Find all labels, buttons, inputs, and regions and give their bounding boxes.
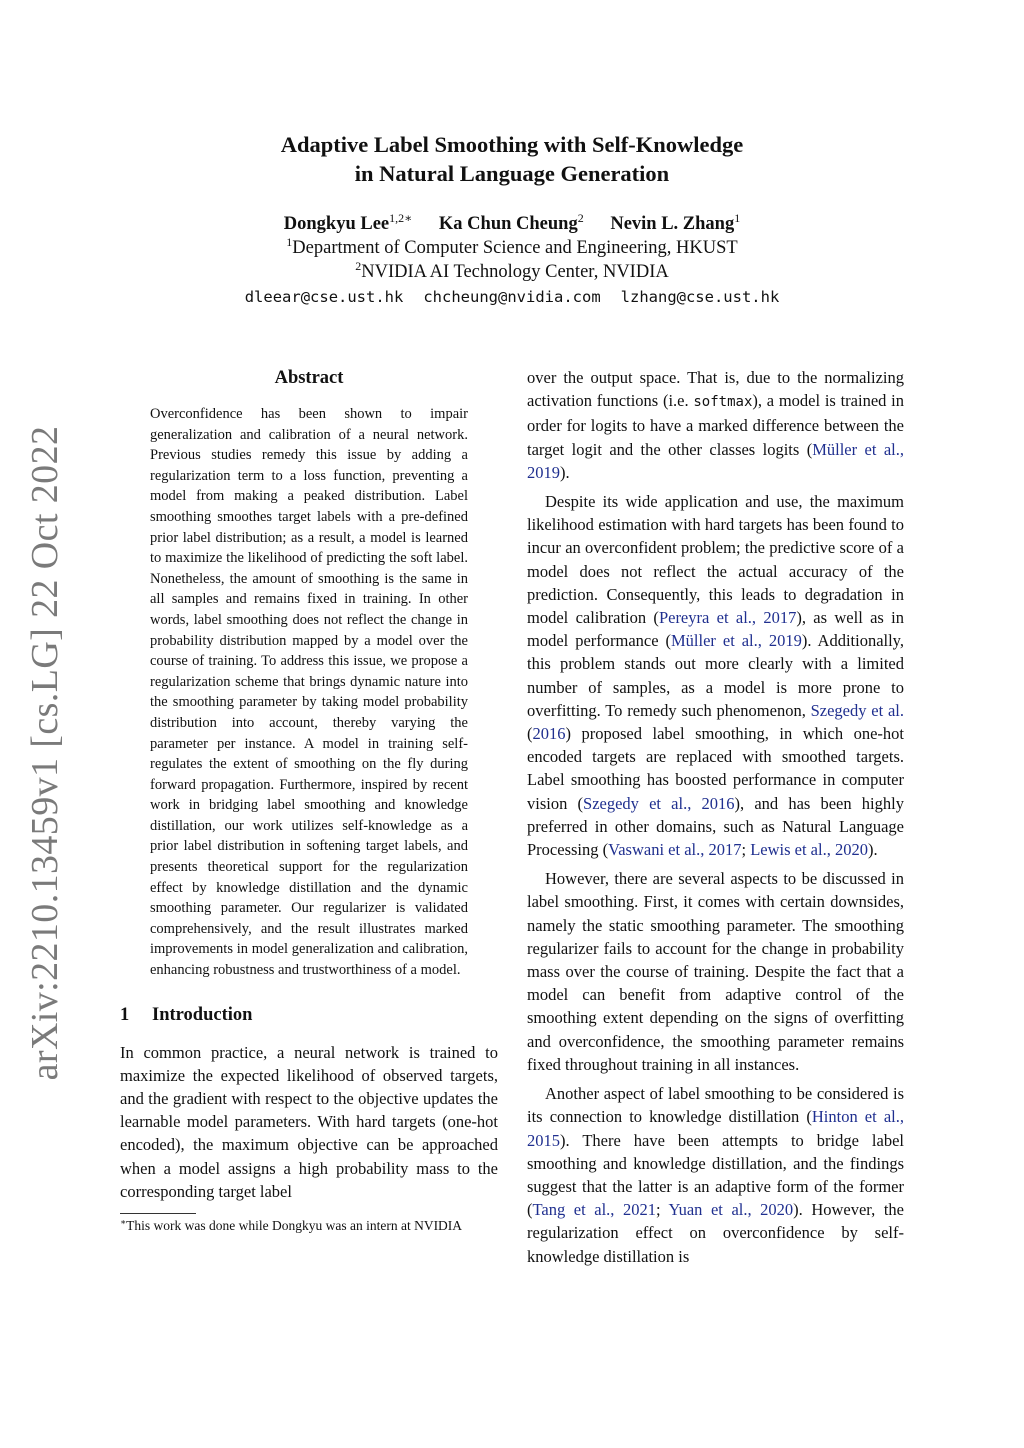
left-column [120,366,498,1235]
title-line-2: in Natural Language Generation [354,161,670,186]
citation-link[interactable]: Hinton et al., 2015 [527,1107,904,1150]
citation-link[interactable]: Pereyra et al., 2017 [658,608,797,628]
citation-link[interactable]: Szegedy et al., 2016 [583,793,735,813]
citation-link[interactable]: Szegedy et al. [810,700,904,720]
section-heading-introduction: 1 Introduction [120,1004,253,1025]
intro-paragraph: In common practice, a neural network is trained to maximize the expected likelihood of observed targets, and the gradient with respect to the objective updates the learnable model parameters. With hard targets (one-hot encoded), the maximum objective can be approached when a model assigns a high probability mass to the corresponding target label [120,1042,498,1201]
citation-link[interactable]: Müller et al., 2019 [527,439,904,482]
abstract-text: Overconfidence has been shown to impair generalization and calibration of a neural network. Previous studies remedy this issue by adding a regularization term to a loss function, preventing a model from making a peaked distribution. Label smoothing smoothes target labels with a pre-defined prior label distribution; as a result, a model is learned to maximize the likelihood of predicting the soft label. Nonetheless, the amount of smoothing is the same in all samples and remains fixed in training. In other words, label smoothing does not reflect the change in probability distribution mapped by a model over the course of training. To address this issue, we propose a regularization scheme that brings dynamic nature into the smoothing parameter by taking model probability distribution into account, thereby varying the parameter per instance. A model in training self-regulates the extent of smoothing on the fly during forward propagation. Furthermore, inspired by recent work in bridging label smoothing and knowledge distillation, our work utilizes self-knowledge as a prior label distribution in softening target labels, and presents theoretical support for the regularization effect by knowledge distillation and the dynamic smoothing parameter. Our regularizer is validated comprehensively, and the result illustrates marked improvements in model generalization and calibration, enhancing robustness and trustworthiness of a model. [150,406,468,979]
paragraph: Another aspect of label smoothing to be considered is its connection to knowledge distillation (Hinton et al., 2015). There have been attempts to bridge label smoothing and knowledge distillation, and the findings suggest that the latter is an adaptive form of the former (Tang et al., 2021; Yuan et al., 2020). However, the regularization effect on overconfidence by self-knowledge distillation is [527,1084,904,1266]
email: dleear@cse.ust.hk [244,288,404,306]
arxiv-sidebar [17,425,73,1081]
title-line-1: Adaptive Label Smoothing with Self-Knowledge [280,132,744,157]
paper-title [120,130,904,188]
author: Nevin L. Zhang$^1$ [610,211,741,234]
email: lzhang@cse.ust.hk [620,288,780,306]
citation-link[interactable]: Tang et al., 2021 [532,1200,656,1220]
citation-link[interactable]: Lewis et al., 2020 [750,840,868,860]
paragraph: over the output space. That is, due to the normalizing activation functions (i.e. softmax), a model is trained in order for logits to have a marked difference between the target logit and the other classes logits (Müller et al., 2019). [527,368,904,482]
paper-header [120,130,904,309]
author: Ka Chun Cheung$^2$ [438,211,584,234]
arxiv-identifier: arXiv:2210.13459v1 [cs.LG] 22 Oct 2022 [24,425,66,1081]
footnote-divider [120,1213,196,1214]
email-list [120,285,904,309]
abstract-heading: Abstract [274,368,344,388]
citation-link[interactable]: Vaswani et al., 2017 [608,840,742,860]
citation-link[interactable]: Yuan et al., 2020 [668,1200,794,1220]
paragraph: However, there are several aspects to be discussed in label smoothing. First, it comes with certain downsides, namely the static smoothing parameter. The smoothing regularizer fails to account for the change in probability mass over the course of training. Despite the fact that a model can benefit from adaptive control of the smoothing extent depending on the signs of overfitting and overconfidence, the smoothing parameter remains fixed throughout training in all instances. [527,869,904,1074]
author-list [120,212,904,236]
paragraph: Despite its wide application and use, the maximum likelihood estimation with hard targets has been found to incur an overconfident problem; the predictive score of a model does not reflect the actual accuracy of the prediction. Consequently, this leads to degradation in model calibration (Pereyra et al., 2017), as well as in model performance (Müller et al., 2019). Additionally, this problem stands out more clearly with a limited number of samples, as a model is more prone to overfitting. To remedy such phenomenon, Szegedy et al. (2016) proposed label smoothing, in which one-hot encoded targets are replaced with smoothed targets. Label smoothing has boosted performance in computer vision (Szegedy et al., 2016), and has been highly preferred in other domains, such as Natural Language Processing (Vaswani et al., 2017; Lewis et al., 2020). [527,492,904,860]
citation-link[interactable]: 2016 [532,724,566,744]
author: Dongkyu Lee$^{1,2∗}$ [283,211,413,234]
right-column [527,366,904,1268]
affiliation: $^2$NVIDIA AI Technology Center, NVIDIA [355,259,669,282]
affiliation: $^1$Department of Computer Science and Engineering, HKUST [286,235,738,258]
email: chcheung@nvidia.com [423,288,601,306]
citation-link[interactable]: Müller et al., 2019 [671,631,802,651]
footnote: ∗This work was done while Dongkyu was an intern at NVIDIA [120,1217,463,1234]
